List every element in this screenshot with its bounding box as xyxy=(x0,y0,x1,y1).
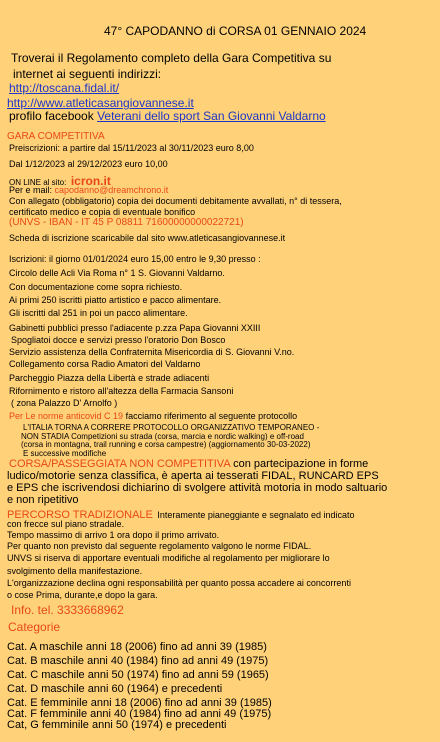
servizi-line-4: Collegamento corsa Radio Amatori del Valdarno xyxy=(9,359,201,369)
preiscrizioni-text: Preiscrizioni: a partire dal 15/11/2023 al 30/11/2023 euro 8,00 xyxy=(9,143,254,153)
servizi-line-5: Parcheggio Piazza della Libertà e strade adiacenti xyxy=(9,373,210,383)
servizi-line-3: Servizio assistenza della Confraternita Misericordia di S. Giovanni V.no. xyxy=(9,347,295,357)
category-item: Cat, G femminile anni 50 (1974) e precedenti xyxy=(7,719,227,731)
intro-line-1: Troverai il Regolamento completo della Gara Competitiva su xyxy=(11,51,332,65)
servizi-line-2: Spogliatoi docce e servizi presso l'oratorio Don Bosco xyxy=(11,335,226,345)
online-site[interactable]: icron.it xyxy=(70,174,111,188)
iscrizioni-line-5: Gli iscritti dal 251 in poi un pacco alimentare. xyxy=(9,308,188,318)
email-row xyxy=(9,185,168,195)
protocol-line-1: L'ITALIA TORNA A CORRERE PROTOCOLLO ORGANIZZATIVO TEMPORANEO - xyxy=(23,423,320,432)
percorso-line-6: svolgimento della manifestazione. xyxy=(7,566,143,576)
atletica-link[interactable]: http://www.atleticasangiovannese.it xyxy=(7,96,194,110)
protocol-line-2: NON STADIA Competizioni su strada (corsa, marcia e nordic walking) e off-road xyxy=(21,432,304,441)
scheda-text: Scheda di iscrizione scaricabile dal sito www.atleticasangiovannese.it xyxy=(9,233,286,243)
info-phone: Info. tel. 3333668962 xyxy=(11,603,124,617)
intro-line-2: internet ai seguenti indirizzi: xyxy=(13,67,162,81)
percorso-line-2: con frecce sul piano stradale. xyxy=(7,519,125,529)
anticovid-text: facciamo riferimento al seguente protocollo xyxy=(125,411,298,421)
percorso-line-1: Interamente pianeggiante e segnalato ed indicato xyxy=(157,510,355,520)
category-item: Cat. A maschile anni 18 (2006) fino ad anni 39 (1985) xyxy=(7,641,267,653)
non-competitiva-line-3: e EPS che iscrivendosi dichiarino di svolgere attività motoria in modo saltuario xyxy=(7,482,388,494)
allegato-line-1: Con allegato (obbligatorio) copia dei documenti debitamente avvallati, n° di tessera, xyxy=(9,196,342,206)
category-item: Cat. D maschile anni 60 (1964) e precedenti xyxy=(7,683,223,695)
iban-text: (UNVS - IBAN - IT 45 P 08811 71600000000022721) xyxy=(9,217,244,228)
percorso-line-8: o cose Prima, durante,e dopo la gara. xyxy=(7,590,158,600)
category-item: Cat. E femminile anni 18 (2006) fino ad anni 39 (1985) xyxy=(7,697,272,709)
facebook-profile-label: profilo facebook xyxy=(9,109,94,123)
percorso-line-4: Per quanto non previsto dal seguente regolamento valgono le norme FIDAL. xyxy=(7,541,312,551)
email-label: Per e mail: xyxy=(9,185,53,195)
gara-heading: GARA COMPETITIVA xyxy=(7,131,105,142)
iscrizioni-line-3: Con documentazione come sopra richiesto. xyxy=(9,282,183,292)
anticovid-label: Per Le norme anticovid C 19 xyxy=(9,411,124,421)
non-competitiva-heading: CORSA/PASSEGGIATA NON COMPETITIVA xyxy=(9,458,231,470)
servizi-line-1: Gabinetti pubblici presso l'adiacente p.zza Papa Giovanni XXIII xyxy=(9,323,261,333)
percorso-heading: PERCORSO TRADIZIONALE xyxy=(7,509,153,521)
facebook-profile-link[interactable]: Veterani dello sport San Giovanni Valdarno xyxy=(97,109,326,123)
non-competitiva-line-1: con partecipazione in forme xyxy=(233,458,369,470)
protocol-line-3: (corsa in montagna, trail running e corsa campestre) (aggiornamento 30-03-2022) xyxy=(21,440,311,449)
page-title: 47° CAPODANNO di CORSA 01 GENNAIO 2024 xyxy=(104,24,367,38)
fidal-link[interactable]: http://toscana.fidal.it/ xyxy=(9,81,120,95)
iscrizioni-line-1: Iscrizioni: il giorno 01/01/2024 euro 15,00 entro le 9,30 presso : xyxy=(9,254,261,264)
servizi-line-7: ( zona Palazzo D' Arnolfo ) xyxy=(11,398,118,408)
category-item: Cat. C maschile anni 50 (1974) fino ad anni 59 (1965) xyxy=(7,669,269,681)
percorso-line-7: L'organizzazione declina ogni responsabilità per quanto possa accadere ai concorrenti xyxy=(7,578,351,588)
allegato-line-2: certificato medico e copia di eventuale bonifico xyxy=(9,207,196,217)
non-competitiva-line-2: ludico/motorie senza classifica, è aperta ai tesserati FIDAL, RUNCARD EPS xyxy=(7,470,379,482)
facebook-profile-row xyxy=(9,109,326,123)
email-address[interactable]: capodanno@dreamchrono.it xyxy=(54,185,169,195)
percorso-line-5: UNVS si riserva di apportare eventuali modifiche al regolamento per migliorare lo xyxy=(7,553,330,563)
category-item: Cat. B maschile anni 40 (1984) fino ad anni 49 (1975) xyxy=(7,655,269,667)
category-item: Cat. F femminile anni 40 (1984) fino ad anni 49 (1975) xyxy=(7,708,272,720)
anticovid-row xyxy=(9,411,297,421)
iscrizioni-line-4: Ai primi 250 iscritti piatto artistico e pacco alimentare. xyxy=(9,295,222,305)
online-label: ON LINE al sito: xyxy=(9,178,67,187)
iscrizioni-line-2: Circolo delle Acli Via Roma n° 1 S. Giovanni Valdarno. xyxy=(9,268,225,278)
servizi-line-6: Rifornimento e ristoro all'altezza della Farmacia Sansoni xyxy=(9,386,234,396)
non-competitiva-line-4: e non ripetitivo xyxy=(7,494,79,506)
dal-text: Dal 1/12/2023 al 29/12/2023 euro 10,00 xyxy=(9,159,168,169)
categorie-heading: Categorie xyxy=(8,620,61,634)
percorso-line-3: Tempo massimo di arrivo 1 ora dopo il primo arrivato. xyxy=(7,530,220,540)
protocol-line-4: E successive modifiche xyxy=(23,449,107,458)
non-competitiva-row xyxy=(9,458,368,470)
